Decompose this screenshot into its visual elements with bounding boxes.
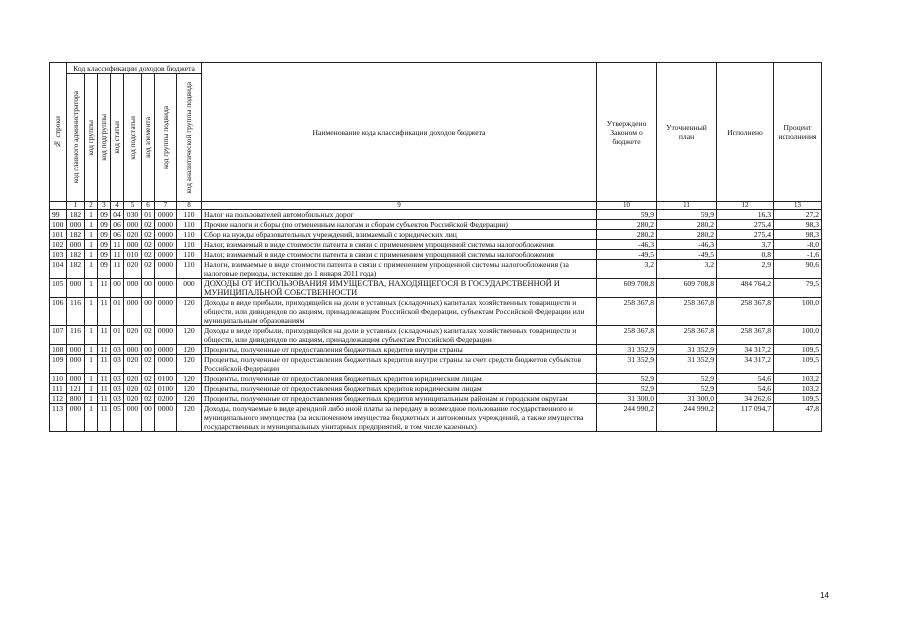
percent-value: 79,5: [774, 279, 822, 298]
revenue-name: Проценты, полученные от предоставления бюджетных кредитов внутри страны за счет средств бюджетов субъектов Российской Федерации: [202, 355, 597, 374]
table-row: [50, 384, 822, 394]
approved-amount: 52,9: [597, 374, 657, 384]
element-code: 02: [142, 260, 155, 279]
row-number: 110: [50, 374, 67, 384]
plan-amount: 52,9: [657, 374, 717, 384]
header-plan: Уточненный план: [657, 63, 717, 202]
article-code: 06: [111, 230, 124, 240]
done-amount: 34 317,2: [717, 355, 774, 374]
percent-value: 109,5: [774, 355, 822, 374]
subgroup-code: 09: [98, 210, 111, 220]
header-analytic: код аналитической группы подвида: [177, 74, 202, 202]
done-amount: 3,7: [717, 240, 774, 250]
subarticle-code: 000: [124, 404, 142, 432]
analytic-code: 110: [177, 210, 202, 220]
subgroup-code: 11: [98, 394, 111, 404]
group-code: 1: [85, 250, 98, 260]
admin-code: 000: [67, 404, 85, 432]
subtype-code: 0100: [155, 374, 177, 384]
admin-code: 800: [67, 394, 85, 404]
subtype-code: 0200: [155, 394, 177, 404]
plan-amount: 280,2: [657, 230, 717, 240]
header-element: код элемента: [142, 74, 155, 202]
article-code: 06: [111, 220, 124, 230]
article-code: 05: [111, 404, 124, 432]
column-number: 4: [111, 202, 124, 210]
subarticle-code: 000: [124, 240, 142, 250]
analytic-code: 120: [177, 345, 202, 355]
approved-amount: 59,9: [597, 210, 657, 220]
admin-code: 000: [67, 374, 85, 384]
article-code: 11: [111, 240, 124, 250]
percent-value: -8,0: [774, 240, 822, 250]
analytic-code: 120: [177, 374, 202, 384]
done-amount: 54,6: [717, 384, 774, 394]
header-subtype: код группы подвида: [155, 74, 177, 202]
subarticle-code: 030: [124, 210, 142, 220]
done-amount: 34 317,2: [717, 345, 774, 355]
revenue-name: Налог, взимаемый в виде стоимости патента в связи с применением упрощенной системы налогообложения: [202, 250, 597, 260]
group-code: 1: [85, 345, 98, 355]
group-code: 1: [85, 298, 98, 326]
subgroup-code: 09: [98, 240, 111, 250]
percent-value: 27,2: [774, 210, 822, 220]
row-number: 99: [50, 210, 67, 220]
subgroup-code: 09: [98, 260, 111, 279]
approved-amount: 31 352,9: [597, 345, 657, 355]
column-number: 3: [98, 202, 111, 210]
row-number: 108: [50, 345, 67, 355]
article-code: 03: [111, 394, 124, 404]
subgroup-code: 09: [98, 220, 111, 230]
subarticle-code: 020: [124, 326, 142, 345]
article-code: 03: [111, 355, 124, 374]
plan-amount: 258 367,8: [657, 298, 717, 326]
subgroup-code: 09: [98, 230, 111, 240]
article-code: 03: [111, 345, 124, 355]
element-code: 00: [142, 279, 155, 298]
subarticle-code: 000: [124, 279, 142, 298]
subtype-code: 0000: [155, 260, 177, 279]
row-number: 103: [50, 250, 67, 260]
subtype-code: 0000: [155, 250, 177, 260]
plan-amount: -46,3: [657, 240, 717, 250]
subgroup-code: 11: [98, 298, 111, 326]
subtype-code: 0000: [155, 326, 177, 345]
group-code: 1: [85, 220, 98, 230]
table-row: [50, 230, 822, 240]
admin-code: 121: [67, 384, 85, 394]
table-row: [50, 326, 822, 345]
header-article: код статьи: [111, 74, 124, 202]
done-amount: 0,8: [717, 250, 774, 260]
column-number: 13: [774, 202, 822, 210]
revenue-name: Доходы, получаемые в виде арендной либо иной платы за передачу в возмездное пользование государственного и муниципального имущества (за исключением имущества бюджетных и автономных учреждений, а также имущества государственных и муниципальных унитарных предприятий, в том числе казенных): [202, 404, 597, 432]
done-amount: 275,4: [717, 220, 774, 230]
column-number: [50, 202, 67, 210]
approved-amount: -46,3: [597, 240, 657, 250]
subgroup-code: 11: [98, 374, 111, 384]
revenue-name: ДОХОДЫ ОТ ИСПОЛЬЗОВАНИЯ ИМУЩЕСТВА, НАХОДЯЩЕГОСЯ В ГОСУДАРСТВЕННОЙ И МУНИЦИПАЛЬНОЙ СОБСТВЕННОСТИ: [202, 279, 597, 298]
approved-amount: -49,5: [597, 250, 657, 260]
plan-amount: 31 300,0: [657, 394, 717, 404]
approved-amount: 609 708,8: [597, 279, 657, 298]
revenue-name: Налог на пользователей автомобильных дорог: [202, 210, 597, 220]
percent-value: 90,6: [774, 260, 822, 279]
row-number: 105: [50, 279, 67, 298]
subarticle-code: 020: [124, 230, 142, 240]
group-code: 1: [85, 326, 98, 345]
done-amount: 258 367,8: [717, 298, 774, 326]
subarticle-code: 020: [124, 260, 142, 279]
column-number: 7: [155, 202, 177, 210]
plan-amount: 52,9: [657, 384, 717, 394]
done-amount: 54,6: [717, 374, 774, 384]
subgroup-code: 11: [98, 326, 111, 345]
analytic-code: 110: [177, 220, 202, 230]
group-code: 1: [85, 230, 98, 240]
subgroup-code: 11: [98, 279, 111, 298]
article-code: 03: [111, 384, 124, 394]
admin-code: 000: [67, 220, 85, 230]
admin-code: 116: [67, 298, 85, 326]
plan-amount: 59,9: [657, 210, 717, 220]
element-code: 02: [142, 355, 155, 374]
approved-amount: 3,2: [597, 260, 657, 279]
header-classification-group: Код классификации доходов бюджета: [67, 63, 202, 74]
plan-amount: 244 990,2: [657, 404, 717, 432]
row-number: 111: [50, 384, 67, 394]
admin-code: 182: [67, 210, 85, 220]
header-subarticle: код подстатьи: [124, 74, 142, 202]
subgroup-code: 11: [98, 355, 111, 374]
approved-amount: 52,9: [597, 384, 657, 394]
revenue-name: Проценты, полученные от предоставления бюджетных кредитов юридическим лицам: [202, 374, 597, 384]
approved-amount: 280,2: [597, 220, 657, 230]
table-row: [50, 260, 822, 279]
admin-code: 182: [67, 250, 85, 260]
table-body: [50, 210, 822, 432]
subgroup-code: 11: [98, 404, 111, 432]
analytic-code: 120: [177, 298, 202, 326]
article-code: 01: [111, 298, 124, 326]
table-row: [50, 404, 822, 432]
header-approved: Утверждено Законом о бюджете: [597, 63, 657, 202]
approved-amount: 280,2: [597, 230, 657, 240]
row-number: 104: [50, 260, 67, 279]
subgroup-code: 09: [98, 250, 111, 260]
table-row: [50, 355, 822, 374]
analytic-code: 120: [177, 355, 202, 374]
column-number: 12: [717, 202, 774, 210]
revenue-name: Доходы в виде прибыли, приходящейся на доли в уставных (складочных) капиталах хозяйственных товариществ и обществ, или дивидендов по акциям, принадлежащим Российской Федерации, субъектам Российской Федерации или муниципальным образованиям: [202, 298, 597, 326]
revenue-name: Доходы в виде прибыли, приходящейся на доли в уставных (складочных) капиталах хозяйственных товариществ и обществ, или дивидендов по акциям, принадлежащим субъектам Российской Федерации: [202, 326, 597, 345]
percent-value: 109,5: [774, 394, 822, 404]
header-row-number: № строки: [50, 63, 67, 202]
done-amount: 117 094,7: [717, 404, 774, 432]
revenue-name: Налог, взимаемый в виде стоимости патента в связи с применением упрощенной системы налогообложения: [202, 240, 597, 250]
subarticle-code: 020: [124, 355, 142, 374]
element-code: 02: [142, 326, 155, 345]
element-code: 00: [142, 298, 155, 326]
element-code: 01: [142, 210, 155, 220]
plan-amount: 3,2: [657, 260, 717, 279]
approved-amount: 258 367,8: [597, 326, 657, 345]
analytic-code: 110: [177, 260, 202, 279]
table-row: [50, 250, 822, 260]
plan-amount: 609 708,8: [657, 279, 717, 298]
header-done: Исполнено: [717, 63, 774, 202]
element-code: 00: [142, 404, 155, 432]
done-amount: 16,3: [717, 210, 774, 220]
approved-amount: 31 300,0: [597, 394, 657, 404]
group-code: 1: [85, 210, 98, 220]
plan-amount: 280,2: [657, 220, 717, 230]
percent-value: 103,2: [774, 384, 822, 394]
admin-code: 116: [67, 326, 85, 345]
subtype-code: 0000: [155, 355, 177, 374]
article-code: 11: [111, 260, 124, 279]
table-row: [50, 345, 822, 355]
subtype-code: 0000: [155, 220, 177, 230]
element-code: 02: [142, 384, 155, 394]
group-code: 1: [85, 374, 98, 384]
subarticle-code: 020: [124, 384, 142, 394]
admin-code: 182: [67, 230, 85, 240]
column-number: 10: [597, 202, 657, 210]
plan-amount: 31 352,9: [657, 355, 717, 374]
percent-value: 100,0: [774, 326, 822, 345]
column-number-row: [50, 202, 822, 210]
subtype-code: 0000: [155, 230, 177, 240]
subtype-code: 0000: [155, 279, 177, 298]
revenue-name: Проценты, полученные от предоставления бюджетных кредитов муниципальным районам и городским округам: [202, 394, 597, 404]
table-row: [50, 220, 822, 230]
analytic-code: 110: [177, 250, 202, 260]
done-amount: 34 262,6: [717, 394, 774, 404]
column-number: 1: [67, 202, 85, 210]
row-number: 107: [50, 326, 67, 345]
subarticle-code: 000: [124, 345, 142, 355]
group-code: 1: [85, 240, 98, 250]
analytic-code: 120: [177, 326, 202, 345]
approved-amount: 244 990,2: [597, 404, 657, 432]
done-amount: 258 367,8: [717, 326, 774, 345]
percent-value: 100,0: [774, 298, 822, 326]
percent-value: 98,3: [774, 220, 822, 230]
article-code: 04: [111, 210, 124, 220]
column-number: 5: [124, 202, 142, 210]
analytic-code: 000: [177, 279, 202, 298]
article-code: 11: [111, 250, 124, 260]
element-code: 02: [142, 240, 155, 250]
row-number: 102: [50, 240, 67, 250]
subtype-code: 0000: [155, 240, 177, 250]
subtype-code: 0000: [155, 345, 177, 355]
group-code: 1: [85, 404, 98, 432]
article-code: 03: [111, 374, 124, 384]
row-number: 101: [50, 230, 67, 240]
header-percent: Процент исполнения: [774, 63, 822, 202]
plan-amount: 31 352,9: [657, 345, 717, 355]
admin-code: 000: [67, 279, 85, 298]
admin-code: 000: [67, 355, 85, 374]
element-code: 02: [142, 230, 155, 240]
row-number: 109: [50, 355, 67, 374]
group-code: 1: [85, 384, 98, 394]
table-row: [50, 240, 822, 250]
percent-value: 109,5: [774, 345, 822, 355]
done-amount: 2,9: [717, 260, 774, 279]
subtype-code: 0000: [155, 404, 177, 432]
element-code: 02: [142, 374, 155, 384]
article-code: 01: [111, 326, 124, 345]
subarticle-code: 000: [124, 298, 142, 326]
element-code: 02: [142, 220, 155, 230]
page-number: 14: [820, 591, 829, 600]
done-amount: 275,4: [717, 230, 774, 240]
group-code: 1: [85, 279, 98, 298]
revenue-name: Проценты, полученные от предоставления бюджетных кредитов юридическим лицам: [202, 384, 597, 394]
header-name: Наименование кода классификации доходов бюджета: [202, 63, 597, 202]
revenue-name: Налоги, взимаемые в виде стоимости патента в связи с применением упрощенной системы налогообложения (за налоговые периоды, истекшие до 1 января 2011 года): [202, 260, 597, 279]
row-number: 100: [50, 220, 67, 230]
column-number: 6: [142, 202, 155, 210]
done-amount: 484 764,2: [717, 279, 774, 298]
percent-value: 47,8: [774, 404, 822, 432]
plan-amount: -49,5: [657, 250, 717, 260]
percent-value: 103,2: [774, 374, 822, 384]
header-subgroup: код подгруппы: [98, 74, 111, 202]
row-number: 113: [50, 404, 67, 432]
percent-value: 98,3: [774, 230, 822, 240]
admin-code: 000: [67, 345, 85, 355]
table-row: [50, 210, 822, 220]
revenue-name: Прочие налоги и сборы (по отмененным налогам и сборам субъектов Российской Федерации): [202, 220, 597, 230]
revenue-table: [49, 62, 822, 432]
subtype-code: 0100: [155, 384, 177, 394]
analytic-code: 110: [177, 240, 202, 250]
analytic-code: 110: [177, 230, 202, 240]
subarticle-code: 020: [124, 374, 142, 384]
column-number: 11: [657, 202, 717, 210]
element-code: 02: [142, 250, 155, 260]
subarticle-code: 020: [124, 394, 142, 404]
analytic-code: 120: [177, 384, 202, 394]
analytic-code: 120: [177, 394, 202, 404]
approved-amount: 258 367,8: [597, 298, 657, 326]
group-code: 1: [85, 394, 98, 404]
subtype-code: 0000: [155, 210, 177, 220]
table-row: [50, 279, 822, 298]
subarticle-code: 010: [124, 250, 142, 260]
table-row: [50, 394, 822, 404]
subgroup-code: 11: [98, 345, 111, 355]
subgroup-code: 11: [98, 384, 111, 394]
revenue-name: Сбор на нужды образовательных учреждений, взимаемый с юридических лиц: [202, 230, 597, 240]
column-number: 2: [85, 202, 98, 210]
revenue-name: Проценты, полученные от предоставления бюджетных кредитов внутри страны: [202, 345, 597, 355]
table-row: [50, 374, 822, 384]
header-group: код группы: [85, 74, 98, 202]
admin-code: 000: [67, 240, 85, 250]
approved-amount: 31 352,9: [597, 355, 657, 374]
article-code: 00: [111, 279, 124, 298]
subarticle-code: 000: [124, 220, 142, 230]
element-code: 02: [142, 394, 155, 404]
admin-code: 182: [67, 260, 85, 279]
subtype-code: 0000: [155, 298, 177, 326]
group-code: 1: [85, 355, 98, 374]
column-number: 8: [177, 202, 202, 210]
group-code: 1: [85, 260, 98, 279]
percent-value: -1,6: [774, 250, 822, 260]
header-admin: код главного администратора: [67, 74, 85, 202]
table-row: [50, 298, 822, 326]
element-code: 00: [142, 345, 155, 355]
column-number: 9: [202, 202, 597, 210]
plan-amount: 258 367,8: [657, 326, 717, 345]
row-number: 112: [50, 394, 67, 404]
row-number: 106: [50, 298, 67, 326]
analytic-code: 120: [177, 404, 202, 432]
